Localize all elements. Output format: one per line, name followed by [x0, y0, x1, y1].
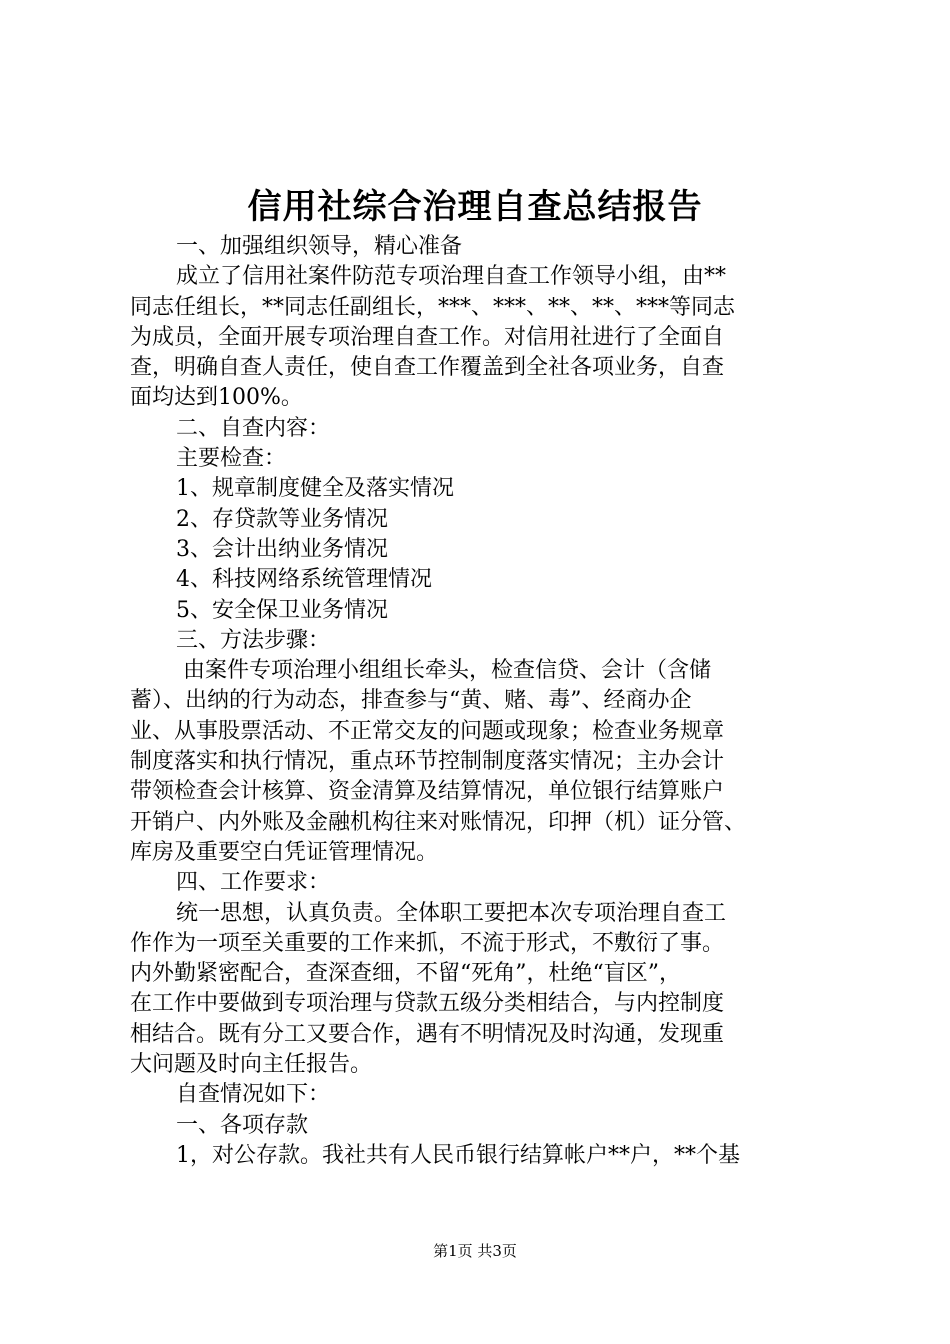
paragraph-line: 业、从事股票活动、不正常交友的问题或现象；检查业务规章 — [130, 718, 725, 744]
paragraph-line: 由案件专项治理小组组长牵头，检查信贷、会计（含储 — [183, 658, 712, 684]
list-item: 2、存贷款等业务情况 — [176, 506, 388, 532]
page-number: 第1页 共3页 — [433, 1242, 517, 1260]
list-item: 4、科技网络系统管理情况 — [176, 567, 432, 593]
paragraph-line: 在工作中要做到专项治理与贷款五级分类相结合，与内控制度 — [130, 991, 725, 1017]
paragraph-line: 为成员，全面开展专项治理自查工作。对信用社进行了全面自 — [130, 324, 725, 350]
paragraph-line: 作作为一项至关重要的工作来抓，不流于形式，不敷衍了事。 — [130, 930, 725, 956]
document-title: 信用社综合治理自查总结报告 — [247, 187, 703, 227]
list-item: 3、会计出纳业务情况 — [176, 536, 388, 562]
paragraph-line: 蓄）、出纳的行为动态，排查参与“黄、赌、毒”、经商办企 — [130, 688, 692, 714]
paragraph-line: 统一思想，认真负责。全体职工要把本次专项治理自查工 — [176, 900, 727, 926]
paragraph-line: 自查情况如下： — [176, 1082, 331, 1108]
section-heading: 一、各项存款 — [176, 1112, 309, 1138]
section-heading: 二、自查内容： — [176, 415, 331, 441]
paragraph-line: 相结合。既有分工又要合作，遇有不明情况及时沟通，发现重 — [130, 1021, 725, 1047]
document-body — [130, 232, 830, 1171]
paragraph-line: 1，对公存款。我社共有人民币银行结算帐户**户，**个基 — [176, 1142, 740, 1168]
list-item: 5、安全保卫业务情况 — [176, 597, 388, 623]
paragraph-line: 库房及重要空白凭证管理情况。 — [130, 839, 439, 865]
paragraph-line: 查，明确自查人责任，使自查工作覆盖到全社各项业务，自查 — [130, 355, 725, 381]
paragraph-line: 面均达到100%。 — [130, 385, 303, 411]
paragraph-line: 内外勤紧密配合，查深查细，不留“死角”，杜绝“盲区”， — [130, 961, 681, 987]
paragraph-line: 带领检查会计核算、资金清算及结算情况，单位银行结算账户 — [130, 779, 725, 805]
list-item: 1、规章制度健全及落实情况 — [176, 476, 454, 502]
paragraph-line: 制度落实和执行情况，重点环节控制制度落实情况；主办会计 — [130, 749, 725, 775]
paragraph-line: 大问题及时向主任报告。 — [130, 1052, 373, 1078]
section-heading: 四、工作要求： — [176, 870, 331, 896]
section-heading: 一、加强组织领导，精心准备 — [176, 234, 463, 259]
paragraph-line: 开销户、内外账及金融机构往来对账情况，印押（机）证分管、 — [130, 809, 747, 835]
paragraph-line: 同志任组长，**同志任副组长，***、***、**、**、***等同志 — [130, 294, 736, 320]
paragraph-line: 主要检查： — [176, 446, 287, 472]
paragraph-line: 成立了信用社案件防范专项治理自查工作领导小组，由** — [176, 264, 727, 290]
section-heading: 三、方法步骤： — [176, 627, 331, 653]
